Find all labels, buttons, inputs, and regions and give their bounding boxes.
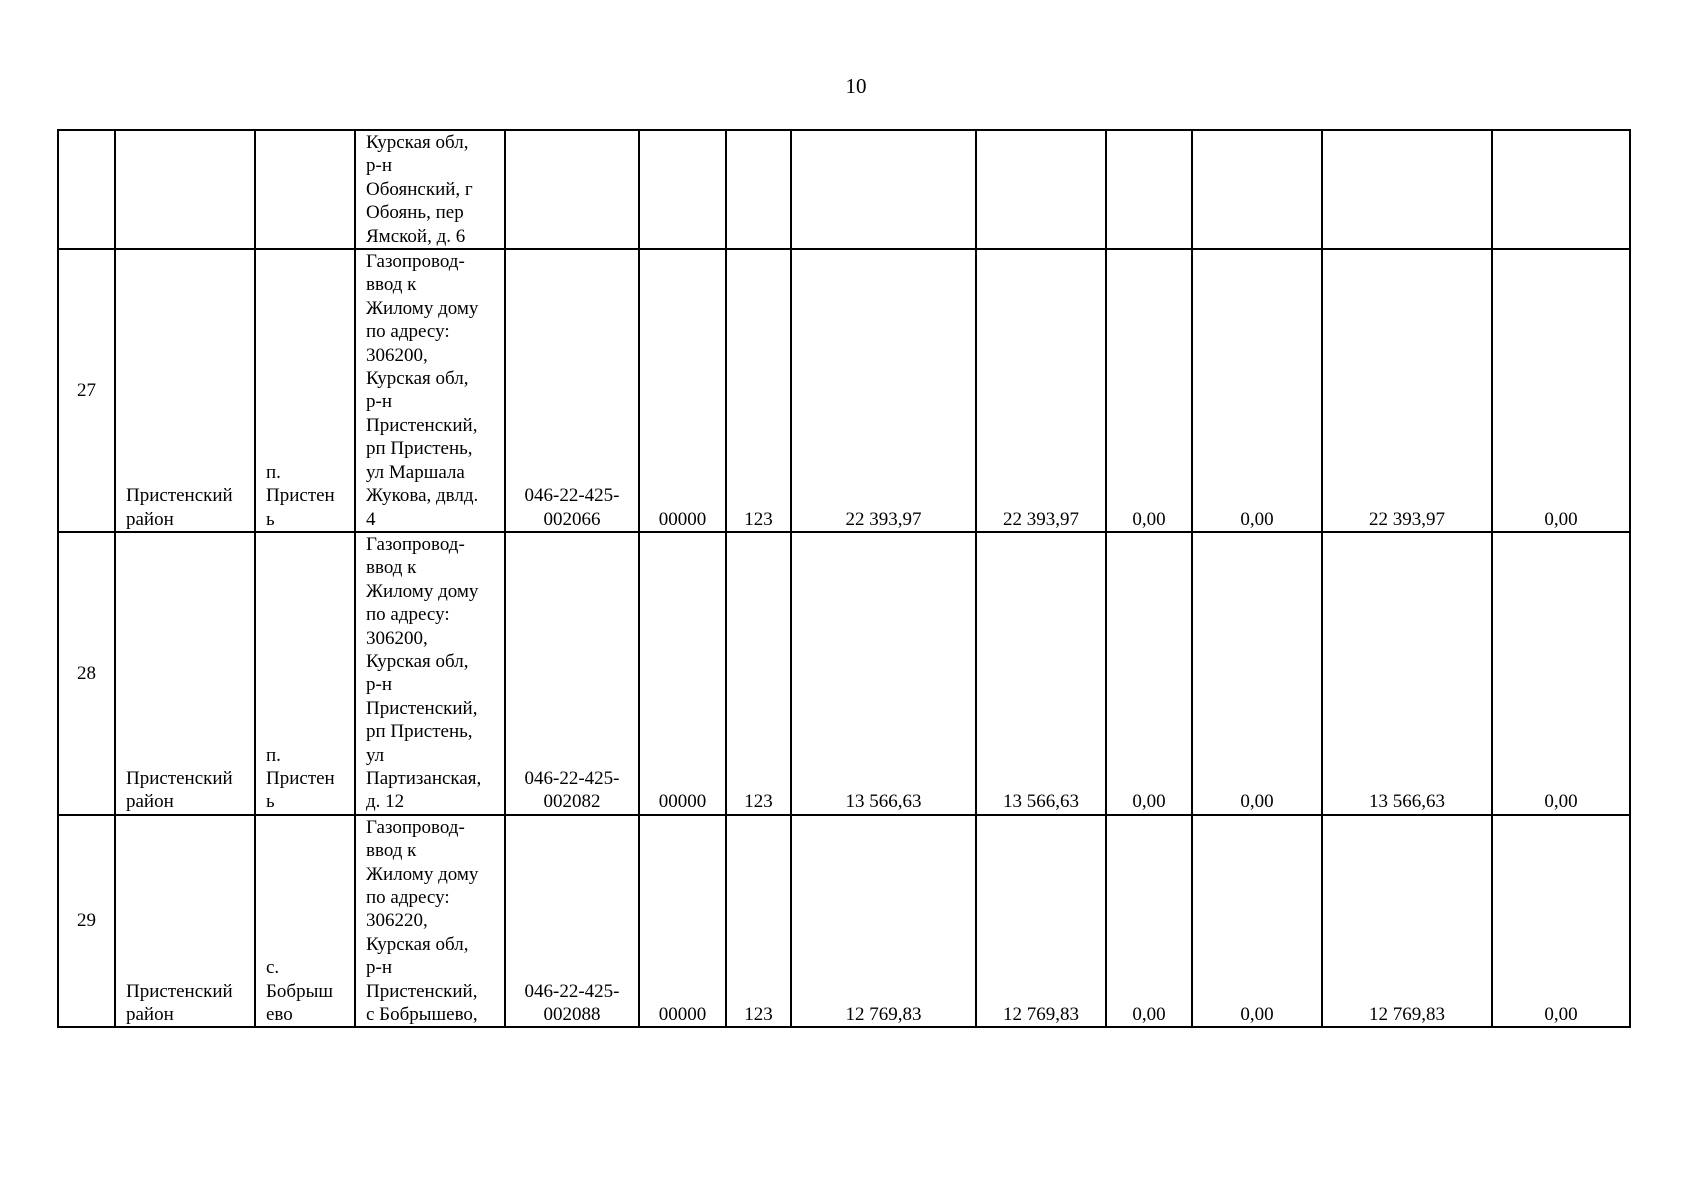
value-cell-5: 13 566,63	[1322, 532, 1492, 815]
object-cell: Газопровод- ввод к Жилому дому по адресу: 306200, Курская обл, р-н Пристенский, рп Пристень, ул Маршала Жукова, двлд. 4	[355, 249, 505, 532]
value-cell-2: 12 769,83	[976, 815, 1106, 1028]
account-cell: 123	[726, 249, 791, 532]
value-cell-4: 0,00	[1192, 249, 1322, 532]
inventory-number-cell: 046-22-425- 002066	[505, 249, 639, 532]
inventory-number-cell	[505, 130, 639, 249]
table-row	[58, 130, 1630, 249]
value-cell-1: 22 393,97	[791, 249, 976, 532]
account-cell	[726, 130, 791, 249]
value-cell-2: 22 393,97	[976, 249, 1106, 532]
asset-registry-table	[57, 129, 1631, 1028]
account-cell: 123	[726, 532, 791, 815]
value-cell-6: 0,00	[1492, 815, 1630, 1028]
value-cell-3	[1106, 130, 1192, 249]
district-cell: Пристенский район	[115, 249, 255, 532]
inventory-number-cell: 046-22-425- 002082	[505, 532, 639, 815]
row-index	[58, 130, 115, 249]
value-cell-6	[1492, 130, 1630, 249]
district-cell: Пристенский район	[115, 815, 255, 1028]
value-cell-2: 13 566,63	[976, 532, 1106, 815]
locality-cell: п. Пристен ь	[255, 249, 355, 532]
table-row	[58, 532, 1630, 815]
value-cell-2	[976, 130, 1106, 249]
value-cell-1	[791, 130, 976, 249]
locality-cell: п. Пристен ь	[255, 532, 355, 815]
object-cell: Газопровод- ввод к Жилому дому по адресу: 306200, Курская обл, р-н Пристенский, рп Пристень, ул Партизанская, д. 12	[355, 532, 505, 815]
value-cell-6: 0,00	[1492, 249, 1630, 532]
row-index: 27	[58, 249, 115, 532]
district-cell: Пристенский район	[115, 532, 255, 815]
value-cell-6: 0,00	[1492, 532, 1630, 815]
code-cell: 00000	[639, 532, 726, 815]
value-cell-5: 22 393,97	[1322, 249, 1492, 532]
table-row	[58, 815, 1630, 1028]
row-index: 28	[58, 532, 115, 815]
value-cell-3: 0,00	[1106, 815, 1192, 1028]
page-number: 10	[845, 74, 867, 98]
locality-cell: с. Бобрыш ево	[255, 815, 355, 1028]
inventory-number-cell: 046-22-425- 002088	[505, 815, 639, 1028]
value-cell-3: 0,00	[1106, 532, 1192, 815]
table-row	[58, 249, 1630, 532]
row-index: 29	[58, 815, 115, 1028]
code-cell: 00000	[639, 249, 726, 532]
value-cell-5	[1322, 130, 1492, 249]
value-cell-3: 0,00	[1106, 249, 1192, 532]
code-cell: 00000	[639, 815, 726, 1028]
value-cell-1: 13 566,63	[791, 532, 976, 815]
value-cell-1: 12 769,83	[791, 815, 976, 1028]
object-cell: Газопровод- ввод к Жилому дому по адресу: 306220, Курская обл, р-н Пристенский, с Бобрышево,	[355, 815, 505, 1028]
locality-cell	[255, 130, 355, 249]
code-cell	[639, 130, 726, 249]
account-cell: 123	[726, 815, 791, 1028]
value-cell-5: 12 769,83	[1322, 815, 1492, 1028]
value-cell-4	[1192, 130, 1322, 249]
value-cell-4: 0,00	[1192, 532, 1322, 815]
value-cell-4: 0,00	[1192, 815, 1322, 1028]
object-cell: Курская обл, р-н Обоянский, г Обоянь, пер Ямской, д. 6	[355, 130, 505, 249]
district-cell	[115, 130, 255, 249]
